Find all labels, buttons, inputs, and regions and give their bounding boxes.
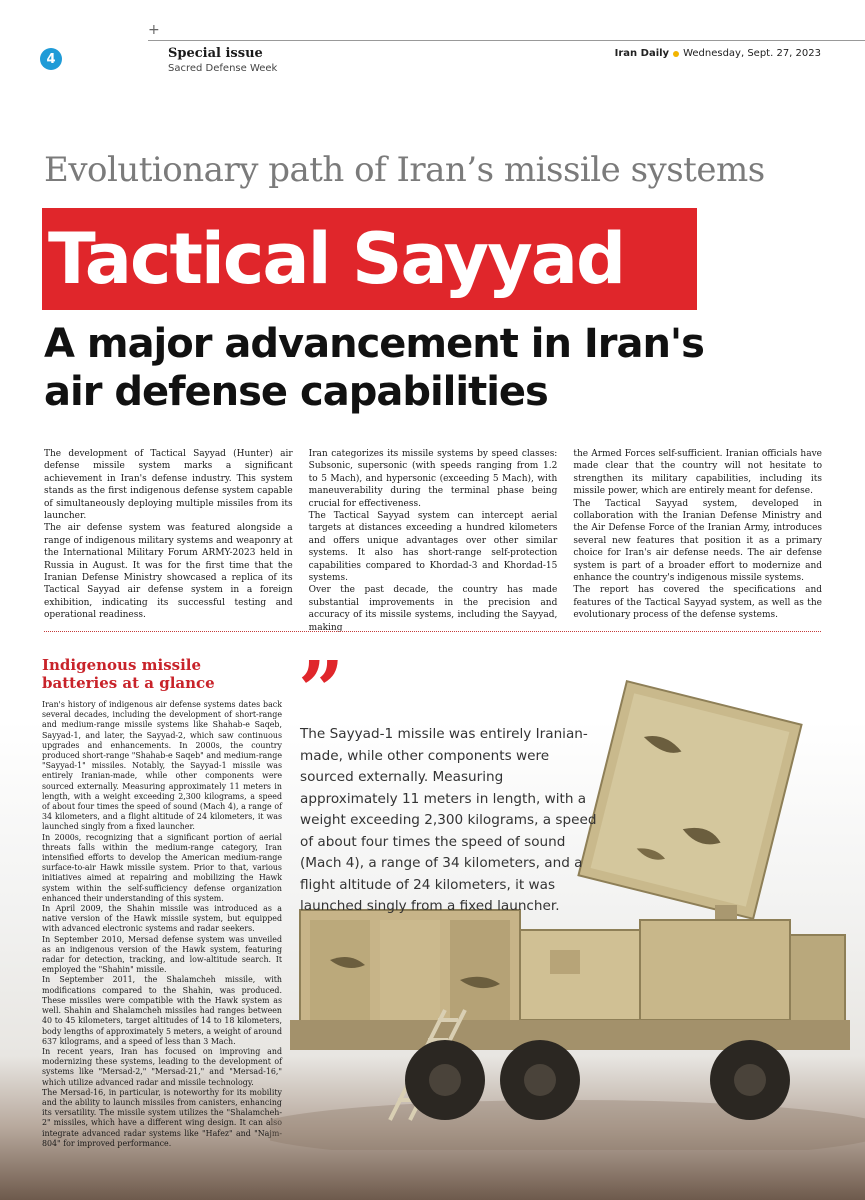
paragraph: Iran's history of indigenous air defense systems dates back several decades, including the development of short-range and medium-range missile systems like Shahab-e Saqeb, Sayyad-1, and later, the Sayyad-2, which saw continuous upgrades and enhancements. In 2000s, the country produced short-range "Shahab-e Saqeb" and medium-range "Sayyad-1" missiles. Notably, the Sayyad-1 missile was entirely Iranian-made, while other components were sourced externally. Measuring approximately 11 meters in length, with a weight exceeding 2,300 kilograms, a speed of about four times the speed of sound (Mach 4), a range of 34 kilometers, and a flight altitude of 24 kilometers, it was launched singly from a fixed launcher.	[42, 700, 282, 832]
page-number-badge: 4	[40, 48, 62, 70]
article-kicker: Evolutionary path of Iran’s missile systems	[44, 150, 765, 190]
quote-mark-icon: ”	[298, 643, 345, 737]
missile-canisters	[300, 910, 520, 1030]
masthead-dot-icon	[673, 51, 679, 57]
crop-mark: +	[148, 22, 160, 38]
paper-name: Iran Daily	[614, 48, 670, 59]
paragraph: The air defense system was featured alongside a range of indigenous military systems and weaponry at the International Military Forum ARMY-2023 held in Russia in August. It was for the first time that the Iranian Defense Ministry showcased a replica of its Tactical Sayyad air defense system in a foreign exhibition, indicating its successful testing and operational readiness.	[44, 523, 293, 621]
article-column-3	[573, 448, 822, 634]
masthead	[615, 48, 821, 59]
paragraph: In recent years, Iran has focused on improving and modernizing these systems, leading to the development of systems like "Mersad-2," "Mersad-21," and "Mersad-16," which utilize advanced radar and missile technology.	[42, 1046, 282, 1087]
paragraph: The Mersad-16, in particular, is noteworthy for its mobility and the ability to launch missiles from canisters, enhancing its versatility. The missile system utilizes the "Shalamcheh-2" missiles, which have a different wing design. It can also integrate advanced radar systems like "Hafez" and "Najm-804" for improved performance.	[42, 1087, 282, 1148]
paragraph: In September 2011, the Shalamcheh missile, with modifications compared to the Shahin, was produced. These missiles were compatible with the Hawk system as well. Shahin and Shalamcheh missiles had ranges between 40 to 45 kilometers, target altitudes of 14 to 18 kilometers, body lengths of approximately 5 meters, a weight of around 637 kilograms, and a speed of less than 3 Mach.	[42, 975, 282, 1046]
paragraph: In September 2010, Mersad defense system was unveiled as an indigenous version of the Hawk system, featuring radar for detection, tracking, and low-altitude search. It employed the "Shahin" missile.	[42, 934, 282, 975]
sidebar-title: Indigenous missile batteries at a glance	[42, 656, 215, 692]
section-divider	[44, 631, 821, 632]
article-body	[44, 448, 822, 634]
header-rule	[148, 40, 865, 41]
paragraph: The Tactical Sayyad system, developed in collaboration with the Iranian Defense Ministry and the Air Defense Force of the Iranian Army, introduces several new features that position it as a primary choice for Iran's air defense needs. The air defense system is part of a broader effort to modernize and enhance the country's indigenous missile systems.	[573, 498, 823, 584]
radar-panel	[578, 681, 801, 919]
pull-quote: The Sayyad-1 missile was entirely Iranian-made, while other components were sourced externally. Measuring approximately 11 meters in length, with a weight exceeding 2,300 kilograms, a speed of about four times the speed of sound (Mach 4), a range of 34 kilometers, and a flight altitude of 24 kilometers, it was launched singly from a fixed launcher.	[300, 726, 597, 914]
article-headline: Tactical Sayyad	[42, 208, 697, 310]
paragraph: The Tactical Sayyad system can intercept aerial targets at distances exceeding a hundred kilometers and offers unique advantages over other similar systems. It also has short-range self-protection capabilities compared to Khordad-3 and Khordad-15 systems.	[308, 511, 558, 584]
paragraph: In April 2009, the Shahin missile was introduced as a native version of the Hawk missile system, but equipped with advanced electronic systems and radar seekers.	[42, 904, 282, 934]
paragraph: Over the past decade, the country has made substantial improvements in the precision and accuracy of its missile systems, including the Sayyad, making	[308, 585, 558, 633]
paragraph: Iran categorizes its missile systems by speed classes: Subsonic, supersonic (with speeds ranging from 1.2 to 5 Mach), and hypersonic (exceeding 5 Mach), with maneuverability during the terminal phase being crucial for effectiveness.	[308, 449, 558, 509]
issue-date: Wednesday, Sept. 27, 2023	[683, 48, 821, 59]
paragraph: In 2000s, recognizing that a significant portion of aerial threats falls within the medium-range category, Iran intensified efforts to develop the American medium-range surface-to-air Hawk missile system. Prior to that, various initiatives aimed at repairing and mobilizing the Hawk system within the self-sufficiency defense organization enhanced their understanding of this system.	[42, 832, 282, 903]
section-subtitle: Sacred Defense Week	[168, 63, 278, 74]
article-subhead: A major advancement in Iran's air defense capabilities	[44, 321, 704, 415]
paragraph: the Armed Forces self-sufficient. Iranian officials have made clear that the country will not hesitate to strengthen its military capabilities, including its missile power, which are entirely meant for defense.	[573, 449, 823, 497]
paragraph: The development of Tactical Sayyad (Hunter) air defense missile system marks a significant achievement in Iran's defense industry. This system stands as the first indigenous defense system capable of simultaneously deploying multiple missiles from its launcher.	[44, 449, 293, 522]
paragraph: The report has covered the specifications and features of the Tactical Sayyad system, as well as the evolutionary process of the defense systems.	[573, 585, 823, 621]
article-column-2	[309, 448, 558, 634]
sidebar-body	[42, 700, 282, 1149]
section-title: Special issue	[168, 46, 263, 61]
article-column-1	[44, 448, 293, 634]
